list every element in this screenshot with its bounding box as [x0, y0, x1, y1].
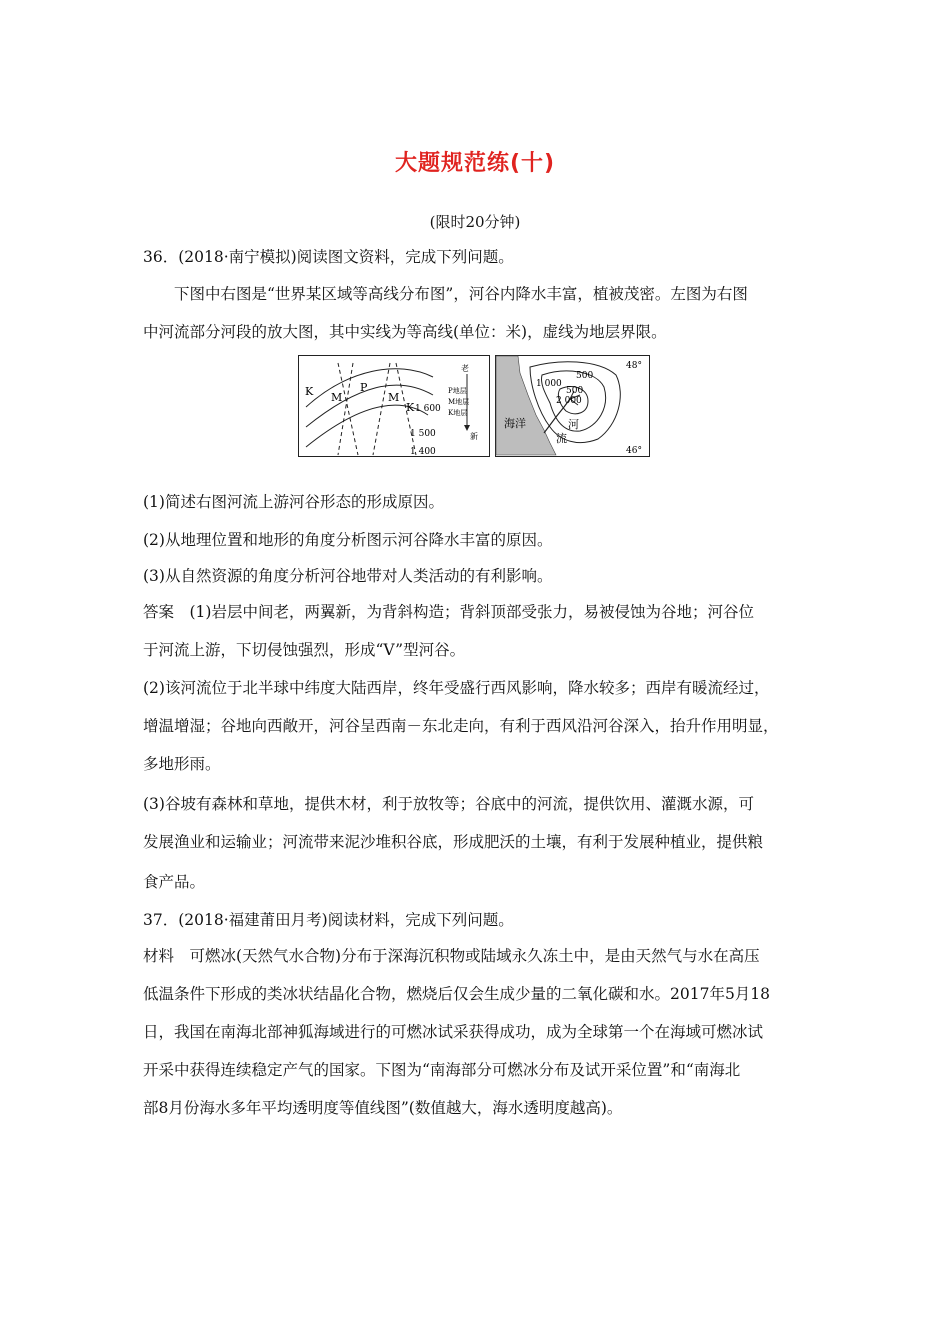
time-limit: (限时20分钟) — [429, 213, 521, 231]
label-p: P — [360, 381, 368, 394]
label-m-left: M — [331, 391, 343, 404]
river-label-2: 流 — [556, 432, 567, 445]
q36-question-2: (2)从地理位置和地形的角度分析图示河谷降水丰富的原因。 — [143, 531, 553, 549]
left-panel — [299, 356, 490, 458]
q36-question-3: (3)从自然资源的角度分析河谷地带对人类活动的有利影响。 — [143, 567, 553, 585]
q37-material-line-1: 材料 可燃冰(天然气水合物)分布于深海沉积物或陆域永久冻土中，是由天然气与水在高压 — [143, 947, 760, 965]
river-label-1: 河 — [568, 418, 579, 431]
answer-1-line-2: 于河流上游，下切侵蚀强烈，形成“V”型河谷。 — [143, 641, 466, 659]
legend-m: M地层 — [448, 398, 470, 406]
q37-material-line-3: 日，我国在南海北部神狐海域进行的可燃冰试采获得成功，成为全球第一个在海域可燃冰试 — [143, 1023, 764, 1041]
legend-new: 新 — [470, 432, 478, 441]
contour-2000: 2 000 — [556, 396, 582, 406]
answer-3-line-1: (3)谷坡有森林和草地，提供木材，利于放牧等；谷底中的河流，提供饮用、灌溉水源，可 — [143, 795, 754, 813]
legend-k: K地层 — [448, 409, 468, 417]
lat-46: 46° — [626, 446, 642, 456]
answer-2-line-3: 多地形雨。 — [143, 755, 221, 773]
ocean-label: 海洋 — [504, 417, 526, 430]
contour-figure — [298, 355, 650, 458]
q36-question-1: (1)简述右图河流上游河谷形态的形成原因。 — [143, 493, 444, 511]
answer-2-line-2: 增温增湿；谷地向西敞开，河谷呈西南－东北走向，有利于西风沿河谷深入，抬升作用明显， — [143, 717, 779, 735]
contour-1000: 1 000 — [536, 379, 562, 389]
q37-material-line-2: 低温条件下形成的类冰状结晶化合物，燃烧后仅会生成少量的二氧化碳和水。2017年5月18 — [143, 985, 771, 1003]
right-panel — [496, 356, 650, 457]
answer-2-line-1: (2)该河流位于北半球中纬度大陆西岸，终年受盛行西风影响，降水较多；西岸有暖流经过， — [143, 679, 770, 697]
contour-1600: 1 600 — [415, 404, 441, 414]
contour-500-inner: 500 — [566, 386, 584, 396]
q37-material-line-5: 部8月份海水多年平均透明度等值线图”(数值越大，海水透明度越高)。 — [143, 1099, 623, 1117]
label-k-right: K — [406, 401, 415, 414]
legend-p: P地层 — [448, 387, 467, 395]
contour-1500: 1 500 — [410, 429, 436, 439]
answer-1-line-1: 答案 (1)岩层中间老，两翼新，为背斜构造；背斜顶部受张力，易被侵蚀为谷地；河谷位 — [143, 603, 754, 621]
q37-material-line-4: 开采中获得连续稳定产气的国家。下图为“南海部分可燃冰分布及试开采位置”和“南海北 — [143, 1061, 741, 1079]
label-k-left: K — [305, 385, 314, 398]
q36-para-1: 下图中右图是“世界某区域等高线分布图”，河谷内降水丰富，植被茂密。左图为右图 — [174, 285, 748, 303]
contour-500-outer: 500 — [576, 371, 594, 381]
q36-header: 36．(2018·南宁模拟)阅读图文资料，完成下列问题。 — [143, 248, 514, 266]
answer-3-line-3: 食产品。 — [143, 873, 206, 891]
lat-48: 48° — [626, 361, 642, 371]
label-m-right: M — [388, 391, 400, 404]
q37-header: 37．(2018·福建莆田月考)阅读材料，完成下列问题。 — [143, 911, 514, 929]
page-title: 大题规范练(十) — [394, 151, 556, 176]
legend-old: 老 — [461, 364, 469, 373]
answer-3-line-2: 发展渔业和运输业；河流带来泥沙堆积谷底，形成肥沃的土壤，有利于发展种植业，提供粮 — [143, 833, 764, 851]
q36-para-2: 中河流部分河段的放大图，其中实线为等高线(单位：米)，虚线为地层界限。 — [143, 323, 667, 341]
contour-1400: 1 400 — [410, 447, 436, 457]
